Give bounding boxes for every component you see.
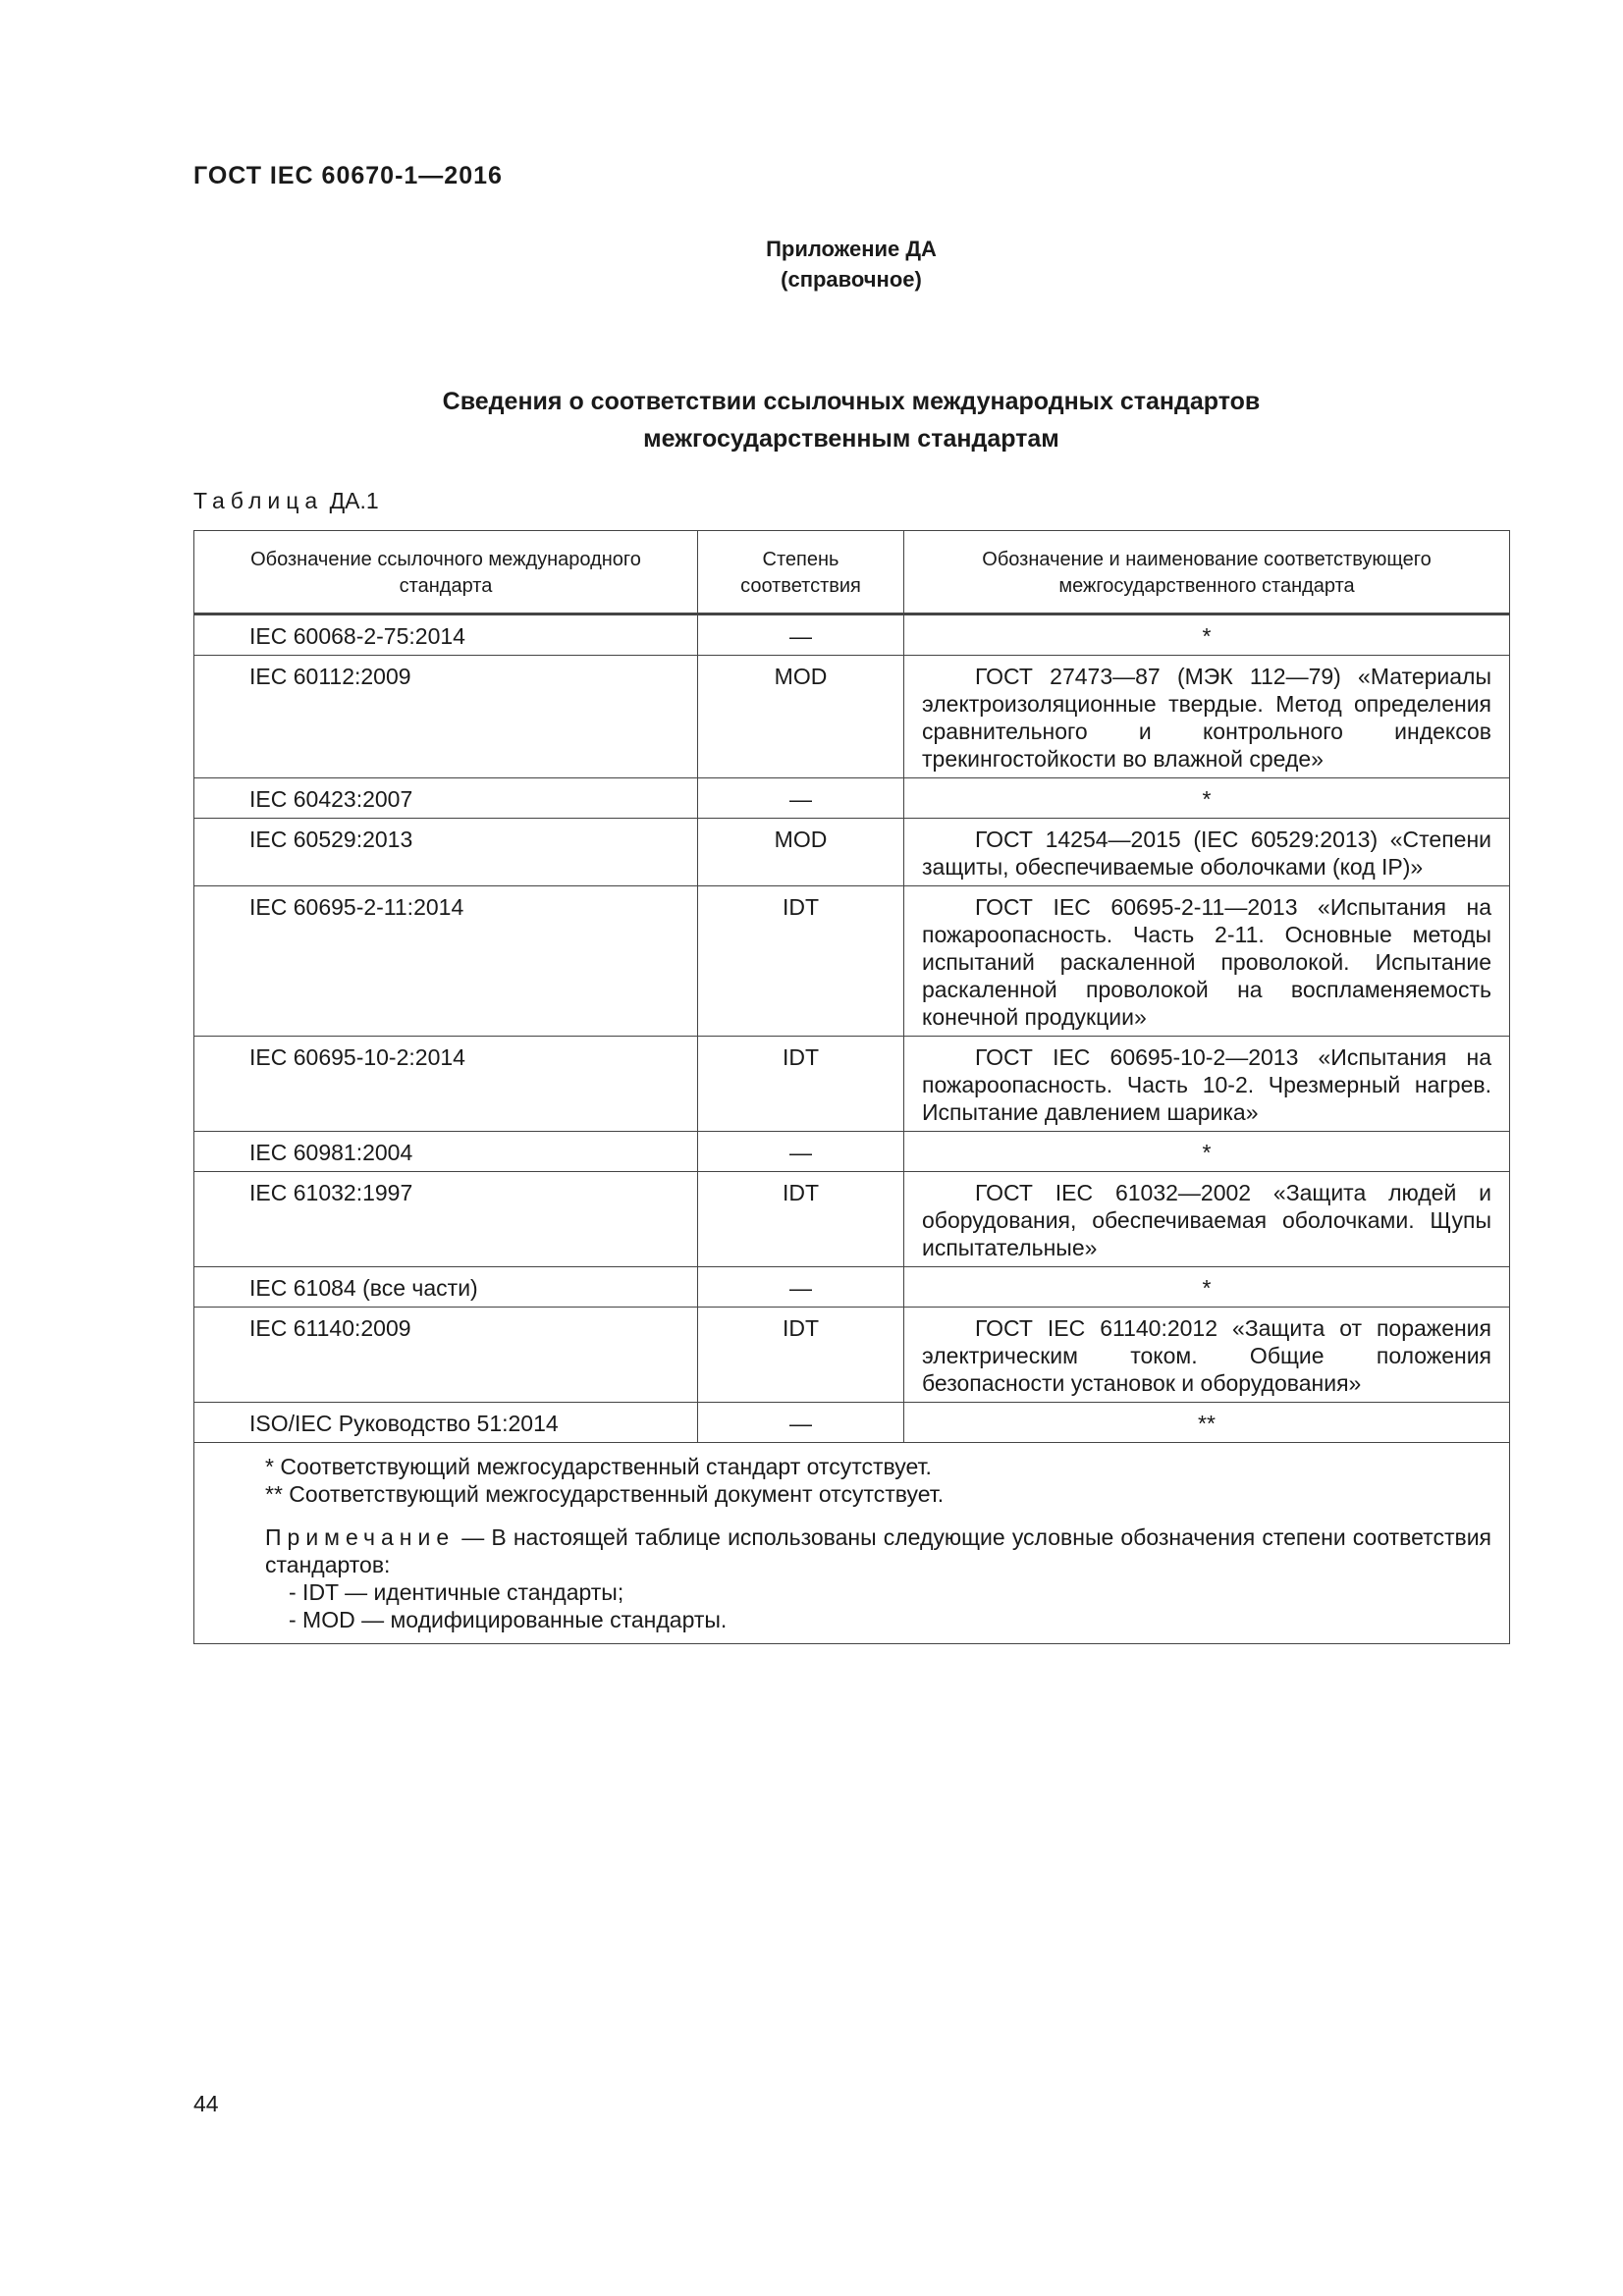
legend-item-mod: - MOD — модифицированные стандарты.	[289, 1607, 728, 1632]
header-degree: Степень соответствия	[698, 531, 904, 614]
cell-ref: IEC 60695-10-2:2014	[194, 1037, 698, 1132]
section-title-line-1: Сведения о соответствии ссылочных международных стандартов	[442, 388, 1261, 415]
cell-degree: IDT	[698, 1172, 904, 1267]
cell-degree: MOD	[698, 656, 904, 778]
footnote-double-star: ** Соответствующий межгосударственный документ отсутствует.	[265, 1481, 945, 1507]
cell-ref: IEC 60068-2-75:2014	[194, 614, 698, 656]
cell-national	[904, 886, 1510, 1037]
table-caption	[193, 488, 379, 514]
table-notes	[194, 1443, 1510, 1644]
table-row	[194, 819, 1510, 886]
table-caption-label: Таблица	[193, 488, 324, 513]
cell-degree: MOD	[698, 819, 904, 886]
cell-national: **	[904, 1403, 1510, 1443]
table-note	[212, 1523, 1491, 1578]
table-row	[194, 656, 1510, 778]
page-number: 44	[193, 2091, 219, 2116]
cell-national	[904, 1308, 1510, 1403]
cell-ref: IEC 60423:2007	[194, 778, 698, 819]
cell-national-text: ГОСТ IEC 60695-2-11—2013 «Испытания на пожароопасность. Часть 2-11. Основные методы испытаний раскаленной проволокой. Испытание раскаленной проволокой на воспламеняемость конечной продукции»	[922, 894, 1491, 1030]
table-row	[194, 614, 1510, 656]
annex-title: Приложение ДА	[766, 237, 937, 261]
cell-degree: —	[698, 1132, 904, 1172]
cell-national-text: ГОСТ IEC 61032—2002 «Защита людей и оборудования, обеспечиваемая оболочками. Щупы испытательные»	[922, 1180, 1491, 1260]
footnote-single-star: * Соответствующий межгосударственный стандарт отсутствует.	[265, 1454, 932, 1479]
cell-national-text: ГОСТ IEC 61140:2012 «Защита от поражения электрическим током. Общие положения безопасности установок и оборудования»	[922, 1315, 1491, 1396]
table-row	[194, 778, 1510, 819]
cell-ref: IEC 60112:2009	[194, 656, 698, 778]
cell-ref: ISO/IEC Руководство 51:2014	[194, 1403, 698, 1443]
cell-degree: IDT	[698, 886, 904, 1037]
table-row	[194, 886, 1510, 1037]
legend-item-idt: - IDT — идентичные стандарты;	[289, 1579, 624, 1605]
cell-national	[904, 819, 1510, 886]
cell-national: *	[904, 1132, 1510, 1172]
cell-ref: IEC 60529:2013	[194, 819, 698, 886]
table-row	[194, 1403, 1510, 1443]
note-label: Примечание	[265, 1524, 456, 1550]
section-title	[193, 383, 1509, 457]
annex-heading	[193, 234, 1509, 294]
cell-degree: —	[698, 614, 904, 656]
cell-ref: IEC 61084 (все части)	[194, 1267, 698, 1308]
cell-degree: IDT	[698, 1037, 904, 1132]
document-header: ГОСТ IEC 60670-1—2016	[193, 162, 503, 189]
cell-national	[904, 1037, 1510, 1132]
cell-national-text: ГОСТ IEC 60695-10-2—2013 «Испытания на пожароопасность. Часть 10-2. Чрезмерный нагрев. Испытание давлением шарика»	[922, 1044, 1491, 1125]
table-row	[194, 1308, 1510, 1403]
cell-ref: IEC 60695-2-11:2014	[194, 886, 698, 1037]
cell-national	[904, 656, 1510, 778]
header-ref-standard: Обозначение ссылочного международного стандарта	[194, 531, 698, 614]
annex-subtitle: (справочное)	[781, 267, 922, 292]
note-text: — В настоящей таблице использованы следующие условные обозначения степени соответствия стандартов:	[265, 1524, 1491, 1577]
cell-national-text: ГОСТ 14254—2015 (IEC 60529:2013) «Степени защиты, обеспечиваемые оболочками (код IP)»	[922, 827, 1491, 880]
cell-national: *	[904, 778, 1510, 819]
cell-national	[904, 1172, 1510, 1267]
cell-ref: IEC 61140:2009	[194, 1308, 698, 1403]
cell-national: *	[904, 614, 1510, 656]
table-row	[194, 1132, 1510, 1172]
table-row	[194, 1037, 1510, 1132]
cell-degree: —	[698, 1267, 904, 1308]
cell-ref: IEC 61032:1997	[194, 1172, 698, 1267]
table-notes-row	[194, 1443, 1510, 1644]
cell-degree: —	[698, 1403, 904, 1443]
standards-table	[193, 530, 1510, 1644]
cell-national-text: ГОСТ 27473—87 (МЭК 112—79) «Материалы электроизоляционные твердые. Метод определения сравнительного и контрольного индексов трекингостойкости во влажной среде»	[922, 664, 1491, 772]
cell-national: *	[904, 1267, 1510, 1308]
table-caption-number: ДА.1	[329, 488, 379, 513]
cell-degree: —	[698, 778, 904, 819]
header-national-standard: Обозначение и наименование соответствующего межгосударственного стандарта	[904, 531, 1510, 614]
table-row	[194, 1172, 1510, 1267]
section-title-line-2: межгосударственным стандартам	[643, 425, 1059, 453]
table-row	[194, 1267, 1510, 1308]
table-header-row	[194, 531, 1510, 614]
cell-degree: IDT	[698, 1308, 904, 1403]
cell-ref: IEC 60981:2004	[194, 1132, 698, 1172]
